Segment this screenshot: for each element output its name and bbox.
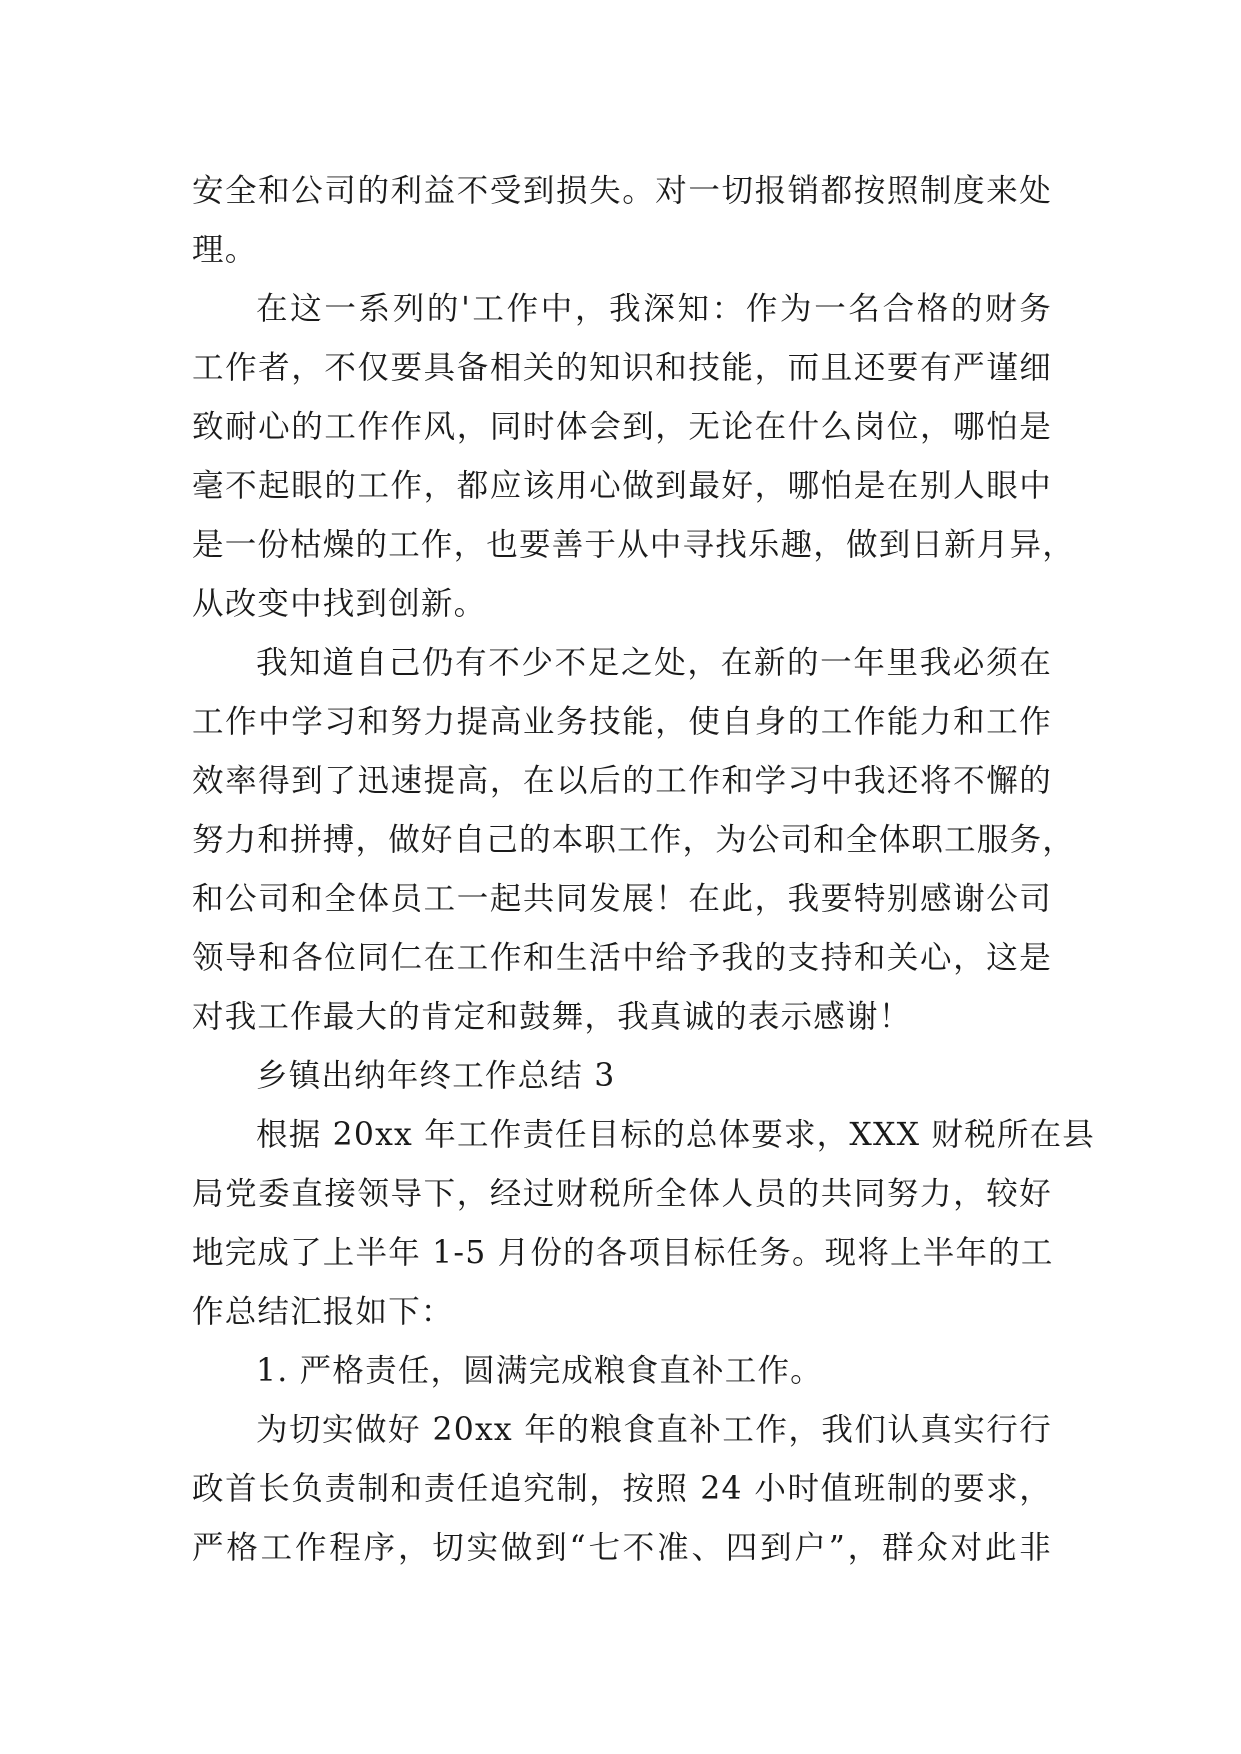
text-line: 致耐心的工作作风，同时体会到，无论在什么岗位，哪怕是 — [192, 409, 1052, 445]
text-line: 我知道自己仍有不少不足之处，在新的一年里我必须在 — [256, 645, 1052, 681]
text-line: 对我工作最大的肯定和鼓舞，我真诚的表示感谢！ — [192, 999, 912, 1035]
text-line: 领导和各位同仁在工作和生活中给予我的支持和关心，这是 — [192, 940, 1052, 976]
text-line: 理。 — [192, 232, 258, 268]
text-line: 毫不起眼的工作，都应该用心做到最好，哪怕是在别人眼中 — [192, 468, 1052, 504]
text-line: 政首长负责制和责任追究制，按照 24 小时值班制的要求， — [192, 1471, 1052, 1507]
text-line: 严格工作程序，切实做到“七不准、四到户”，群众对此非 — [192, 1530, 1052, 1566]
text-line: 在这一系列的'工作中，我深知：作为一名合格的财务 — [256, 291, 1052, 327]
text-line: 努力和拼搏，做好自己的本职工作，为公司和全体职工服务， — [192, 822, 1075, 858]
text-line: 根据 20xx 年工作责任目标的总体要求，XXX 财税所在县 — [256, 1117, 1095, 1153]
body-text — [192, 162, 1095, 1578]
text-line: 是一份枯燥的工作，也要善于从中寻找乐趣，做到日新月异， — [192, 527, 1075, 563]
text-line: 从改变中找到创新。 — [192, 586, 487, 622]
text-line: 地完成了上半年 1-5 月份的各项目标任务。现将上半年的工 — [192, 1235, 1054, 1271]
text-line: 工作者，不仅要具备相关的知识和技能，而且还要有严谨细 — [192, 350, 1052, 386]
text-line: 为切实做好 20xx 年的粮食直补工作，我们认真实行行 — [256, 1412, 1052, 1448]
text-line: 1. 严格责任，圆满完成粮食直补工作。 — [256, 1353, 823, 1389]
text-line: 乡镇出纳年终工作总结 3 — [256, 1058, 616, 1094]
text-line: 安全和公司的利益不受到损失。对一切报销都按照制度来处 — [192, 173, 1052, 209]
text-line: 局党委直接领导下，经过财税所全体人员的共同努力，较好 — [192, 1176, 1052, 1212]
text-line: 效率得到了迅速提高，在以后的工作和学习中我还将不懈的 — [192, 763, 1052, 799]
text-line: 和公司和全体员工一起共同发展！在此，我要特别感谢公司 — [192, 881, 1052, 917]
text-line: 作总结汇报如下： — [192, 1294, 454, 1330]
text-line: 工作中学习和努力提高业务技能，使自身的工作能力和工作 — [192, 704, 1052, 740]
